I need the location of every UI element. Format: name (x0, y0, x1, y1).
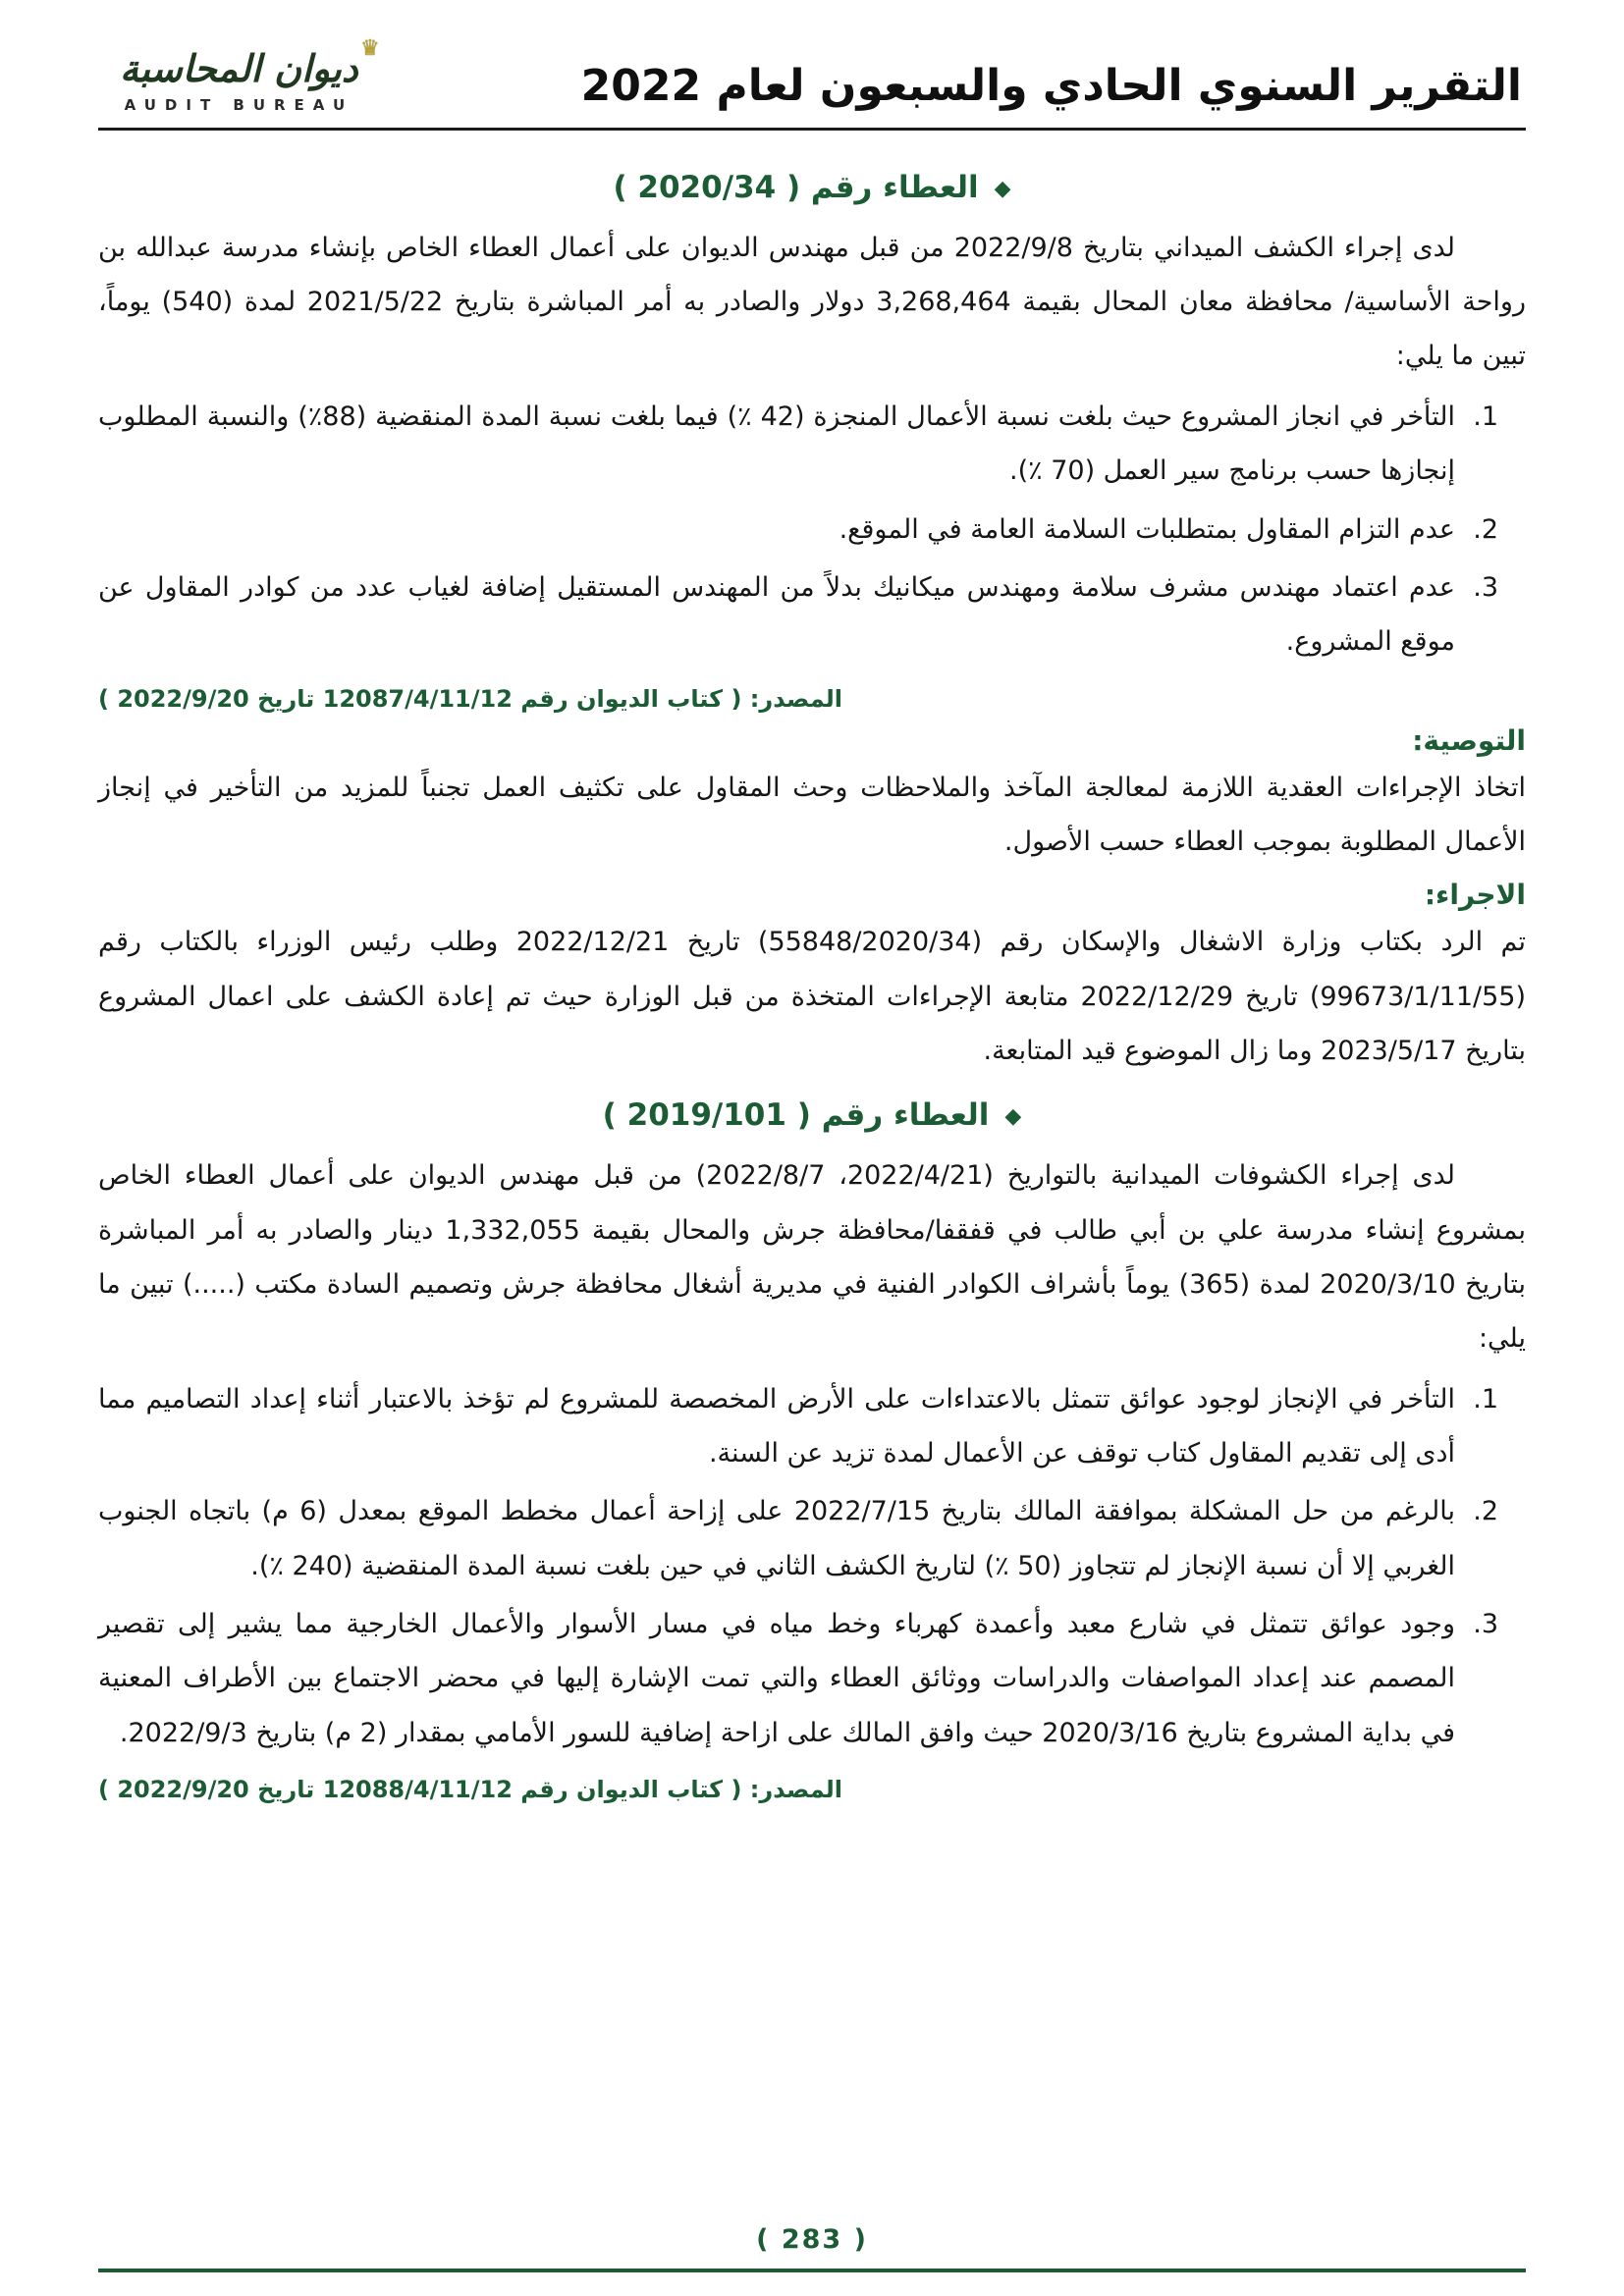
item-number: 1. (1473, 1383, 1498, 1415)
item-number: 2. (1473, 513, 1498, 545)
item-text: التأخر في الإنجاز لوجود عوائق تتمثل بالاعتداءات على الأرض المخصصة للمشروع لم تؤخذ بالاعتبار أثناء إعداد التصاميم مما أدى إلى تقديم المقاول كتاب توقف عن الأعمال لمدة تزيد عن السنة. (98, 1383, 1455, 1468)
item-number: 1. (1473, 400, 1498, 432)
list-item (98, 561, 1526, 669)
crown-emblem-icon: ♛ (359, 36, 380, 61)
item-text: بالرغم من حل المشكلة بموافقة المالك بتاريخ 2022/7/15 على إزاحة أعمال مخطط الموقع بمعدل (6 م) باتجاه الجنوب الغربي إلا أن نسبة الإنجاز لم تتجاوز (50 ٪) لتاريخ الكشف الثاني في حين بلغت نسبة المدة المنقضية (240 ٪). (98, 1496, 1456, 1581)
section-heading (98, 170, 1526, 205)
page-header (98, 36, 1526, 124)
section-intro-paragraph: لدى إجراء الكشف الميداني بتاريخ 2022/9/8 من قبل مهندس الديوان على أعمال العطاء الخاص بإنشاء مدرسة عبدالله بن رواحة الأساسية/ محافظة معان المحال بقيمة 3,268,464 دولار والصادر به أمر المباشرة بتاريخ 2021/5/22 لمدة (540) يوماً، تبين ما يلي: (98, 232, 1526, 372)
list-item (98, 1597, 1526, 1760)
action-label: الاجراء: (1424, 879, 1526, 912)
logo-english-text: AUDIT BUREAU (124, 95, 354, 114)
report-content (98, 150, 1526, 1815)
tender-section-2020-34 (98, 170, 1526, 1078)
diamond-bullet-icon: ◆ (1004, 1104, 1022, 1130)
source-reference: المصدر: ( كتاب الديوان رقم 12088/4/11/12 تاريخ 2022/9/20 ) (98, 1776, 843, 1804)
report-title: التقرير السنوي الحادي والسبعون لعام 2022 (580, 61, 1522, 111)
diamond-bullet-icon: ◆ (994, 176, 1011, 201)
action-paragraph: تم الرد بكتاب وزارة الاشغال والإسكان رقم (55848/2020/34) تاريخ 2022/12/21 وطلب رئيس الوزراء بالكتاب رقم (99673/1/11/55) تاريخ 2022/12/29 متابعة الإجراءات المتخذة من قبل الوزارة حيث تم إعادة الكشف على اعمال المشروع بتاريخ 2023/5/17 وما زال الموضوع قيد المتابعة. (98, 927, 1526, 1066)
page-number: ( 283 ) (756, 2224, 868, 2255)
logo-arabic-calligraphy (102, 36, 380, 90)
item-text: وجود عوائق تتمثل في شارع معبد وأعمدة كهرباء وخط مياه في مسار الأسوار والأعمال الخارجية مما يشير إلى تقصير المصمم عند إعداد المواصفات والدراسات ووثائق العطاء والتي تمت الإشارة إليها في محضر الاجتماع بين الأطراف المعنية في بداية المشروع بتاريخ 2020/3/16 حيث وافق المالك على ازاحة إضافية للسور الأمامي بمقدار (2 م) بتاريخ 2022/9/3. (98, 1609, 1455, 1748)
tender-section-2019-101 (98, 1097, 1526, 1803)
list-item (98, 1484, 1526, 1593)
item-number: 3. (1473, 571, 1498, 603)
list-item (98, 1372, 1526, 1481)
section-heading-text: العطاء رقم ( 2019/101 ) (602, 1097, 990, 1134)
footer-divider (98, 2269, 1526, 2272)
item-text: التأخر في انجاز المشروع حيث بلغت نسبة الأعمال المنجزة (42 ٪) فيما بلغت نسبة المدة المنقضية (88٪) والنسبة المطلوب إنجازها حسب برنامج سير العمل (70 ٪). (98, 400, 1456, 487)
recommendation-label: التوصية: (1412, 723, 1526, 757)
item-number: 3. (1473, 1609, 1498, 1640)
list-item (98, 503, 1526, 557)
source-reference: المصدر: ( كتاب الديوان رقم 12087/4/11/12 تاريخ 2022/9/20 ) (98, 684, 843, 713)
recommendation-paragraph: اتخاذ الإجراءات العقدية اللازمة لمعالجة المآخذ والملاحظات وحث المقاول على تكثيف العمل تجنباً للمزيد من التأخير في إنجاز الأعمال المطلوبة بموجب العطاء حسب الأصول. (98, 772, 1526, 857)
item-text: عدم اعتماد مهندس مشرف سلامة ومهندس ميكانيك بدلاً من المهندس المستقيل إضافة لغياب عدد من كوادر المقاول عن موقع المشروع. (98, 571, 1455, 658)
findings-list (98, 1372, 1526, 1760)
audit-bureau-logo (102, 36, 380, 114)
item-text: عدم التزام المقاول بمتطلبات السلامة العامة في الموقع. (839, 513, 1455, 545)
header-divider (98, 128, 1526, 131)
section-heading-text: العطاء رقم ( 2020/34 ) (613, 169, 979, 205)
logo-arabic-text: ديوان المحاسبة (120, 47, 358, 90)
findings-list (98, 390, 1526, 669)
list-item (98, 390, 1526, 499)
section-intro-paragraph: لدى إجراء الكشوفات الميدانية بالتواريخ (2022/4/21، 2022/8/7) من قبل مهندس الديوان على أعمال العطاء الخاص بمشروع إنشاء مدرسة علي بن أبي طالب في قفقفا/محافظة جرش والمحال بقيمة 1,332,055 دينار والصادر به أمر المباشرة بتاريخ 2020/3/10 لمدة (365) يوماً بأشراف الكوادر الفنية في مديرية أشغال محافظة جرش وتصميم السادة مكتب (.....) تبين ما يلي: (98, 1160, 1527, 1355)
page-footer (98, 2224, 1526, 2272)
item-number: 2. (1473, 1496, 1498, 1527)
section-heading (98, 1097, 1526, 1133)
